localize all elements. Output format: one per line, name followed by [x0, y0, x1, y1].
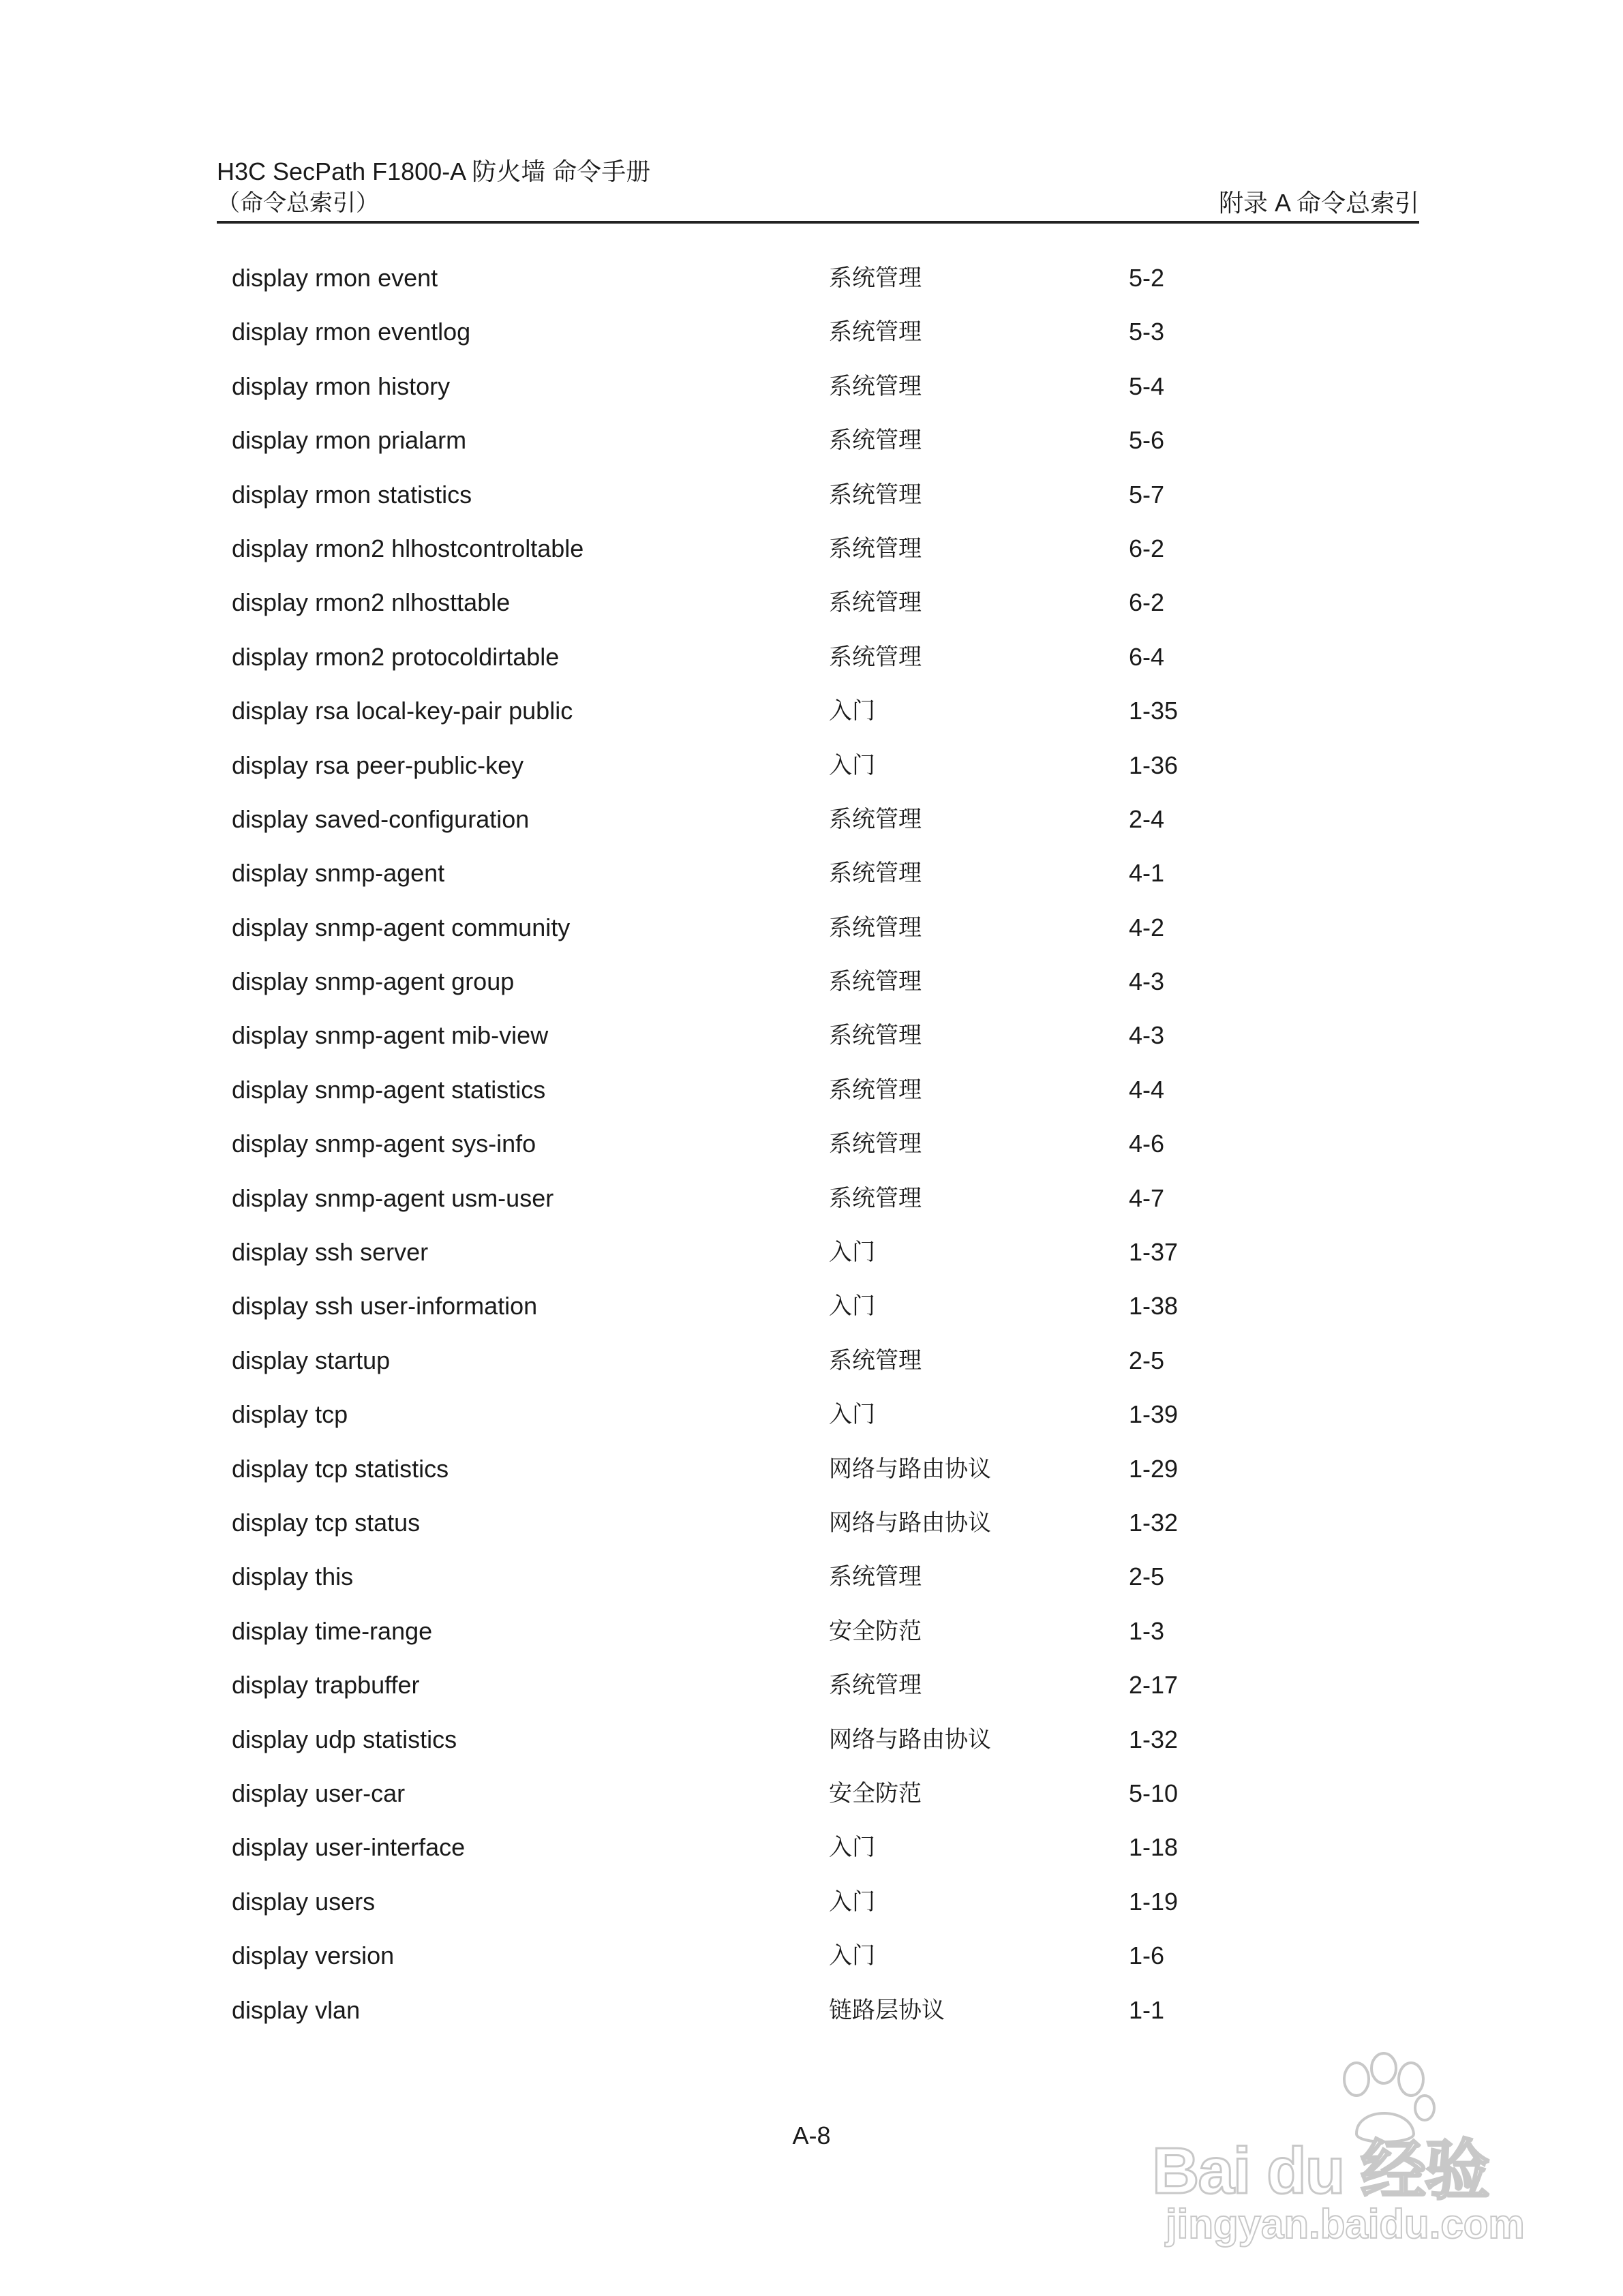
document-subtitle: （命令总索引） [217, 190, 379, 217]
command-name: display rmon eventlog [232, 318, 471, 346]
command-category: 网络与路由协议 [829, 1509, 991, 1537]
command-name: display tcp status [232, 1508, 421, 1537]
index-row [232, 1714, 1186, 1768]
command-category: 系统管理 [829, 913, 922, 941]
index-row [232, 577, 1186, 631]
command-category: 入门 [829, 1401, 875, 1429]
document-title: H3C SecPath F1800-A 防火墙 命令手册 [217, 157, 651, 185]
command-name: display rsa local-key-pair public [232, 697, 573, 725]
command-page-ref: 4-3 [1129, 1021, 1165, 1050]
command-page-ref: 5-3 [1129, 318, 1165, 346]
command-name: display rmon prialarm [232, 426, 467, 455]
index-row [232, 414, 1186, 468]
command-page-ref: 1-3 [1129, 1616, 1165, 1645]
command-category: 系统管理 [829, 372, 922, 400]
command-category: 系统管理 [829, 589, 922, 617]
command-page-ref: 6-4 [1129, 642, 1165, 671]
command-page-ref: 1-18 [1129, 1833, 1179, 1862]
command-page-ref: 5-10 [1129, 1779, 1179, 1807]
command-category: 安全防范 [829, 1617, 922, 1645]
section-label: 附录 A 命令总索引 [1218, 189, 1419, 217]
command-index-table [232, 252, 1186, 2038]
command-page-ref: 4-4 [1129, 1075, 1165, 1104]
command-name: display snmp-agent statistics [232, 1075, 546, 1104]
command-page-ref: 4-6 [1129, 1130, 1165, 1158]
index-row [232, 740, 1186, 794]
index-row [232, 1659, 1186, 1713]
command-name: display this [232, 1562, 354, 1591]
command-name: display snmp-agent [232, 859, 445, 888]
index-row [232, 631, 1186, 685]
command-name: display trapbuffer [232, 1671, 420, 1700]
index-row [232, 1389, 1186, 1442]
page-number: A-8 [792, 2121, 831, 2149]
index-row [232, 1064, 1186, 1118]
command-category: 系统管理 [829, 968, 922, 996]
command-category: 系统管理 [829, 481, 922, 509]
command-category: 系统管理 [829, 1346, 922, 1374]
command-page-ref: 2-4 [1129, 804, 1165, 833]
index-row [232, 956, 1186, 1010]
index-row [232, 1605, 1186, 1659]
command-category: 入门 [829, 1834, 875, 1862]
command-name: display users [232, 1887, 376, 1916]
command-page-ref: 4-2 [1129, 913, 1165, 941]
command-category: 入门 [829, 697, 875, 725]
command-name: display snmp-agent community [232, 913, 571, 941]
command-page-ref: 5-6 [1129, 426, 1165, 455]
command-name: display rmon event [232, 264, 438, 292]
command-name: display ssh server [232, 1238, 429, 1267]
command-category: 网络与路由协议 [829, 1725, 991, 1753]
index-row [232, 1443, 1186, 1497]
index-row [232, 1768, 1186, 1822]
command-page-ref: 1-1 [1129, 1995, 1165, 2024]
command-category: 入门 [829, 1239, 875, 1267]
command-page-ref: 2-5 [1129, 1346, 1165, 1374]
command-page-ref: 1-37 [1129, 1238, 1179, 1267]
command-page-ref: 5-2 [1129, 264, 1165, 292]
command-page-ref: 1-19 [1129, 1887, 1179, 1916]
command-category: 系统管理 [829, 805, 922, 833]
command-category: 系统管理 [829, 1022, 922, 1050]
command-category: 入门 [829, 1293, 875, 1320]
command-page-ref: 2-5 [1129, 1562, 1165, 1591]
command-category: 网络与路由协议 [829, 1455, 991, 1483]
command-category: 入门 [829, 1888, 875, 1916]
command-category: 系统管理 [829, 1130, 922, 1158]
command-page-ref: 5-4 [1129, 372, 1165, 400]
command-category: 系统管理 [829, 427, 922, 455]
index-row [232, 1930, 1186, 1984]
index-row [232, 685, 1186, 739]
command-category: 系统管理 [829, 1184, 922, 1212]
watermark-brand: Bai du 经验 [1152, 2134, 1489, 2207]
command-category: 链路层协议 [829, 1996, 945, 2024]
command-page-ref: 4-7 [1129, 1183, 1165, 1212]
command-name: display snmp-agent sys-info [232, 1130, 536, 1158]
command-name: display rmon2 nlhosttable [232, 588, 511, 617]
command-category: 系统管理 [829, 318, 922, 346]
index-row [232, 1335, 1186, 1389]
command-category: 系统管理 [829, 860, 922, 888]
command-name: display tcp [232, 1400, 348, 1429]
command-page-ref: 2-17 [1129, 1671, 1179, 1700]
baidu-watermark [1152, 2052, 1534, 2256]
index-row [232, 523, 1186, 577]
command-name: display ssh user-information [232, 1292, 538, 1320]
command-name: display time-range [232, 1616, 433, 1645]
command-page-ref: 1-32 [1129, 1725, 1179, 1753]
command-name: display snmp-agent usm-user [232, 1183, 554, 1212]
command-name: display rsa peer-public-key [232, 751, 524, 779]
command-category: 入门 [829, 751, 875, 779]
index-row [232, 1984, 1186, 2038]
command-page-ref: 1-38 [1129, 1292, 1179, 1320]
command-category: 安全防范 [829, 1779, 922, 1807]
command-page-ref: 1-6 [1129, 1942, 1165, 1970]
command-name: display startup [232, 1346, 391, 1374]
command-category: 系统管理 [829, 265, 922, 292]
command-page-ref: 6-2 [1129, 534, 1165, 562]
command-page-ref: 5-7 [1129, 480, 1165, 509]
index-row [232, 1226, 1186, 1280]
index-row [232, 1822, 1186, 1875]
command-page-ref: 4-3 [1129, 967, 1165, 996]
command-name: display rmon history [232, 372, 451, 400]
command-category: 系统管理 [829, 534, 922, 562]
command-name: display snmp-agent group [232, 967, 515, 996]
command-category: 系统管理 [829, 1672, 922, 1700]
command-category: 系统管理 [829, 1563, 922, 1591]
command-page-ref: 1-35 [1129, 697, 1179, 725]
index-row [232, 902, 1186, 956]
index-row [232, 1876, 1186, 1930]
command-name: display vlan [232, 1995, 361, 2024]
command-page-ref: 1-32 [1129, 1508, 1179, 1537]
command-name: display rmon2 hlhostcontroltable [232, 534, 584, 562]
command-name: display version [232, 1942, 395, 1970]
command-page-ref: 1-29 [1129, 1454, 1179, 1483]
index-row [232, 847, 1186, 901]
index-row [232, 361, 1186, 414]
command-page-ref: 6-2 [1129, 588, 1165, 617]
command-name: display tcp statistics [232, 1454, 449, 1483]
command-name: display user-interface [232, 1833, 466, 1862]
index-row [232, 252, 1186, 306]
watermark-url: jingyan.baidu.com [1166, 2201, 1525, 2247]
command-page-ref: 1-39 [1129, 1400, 1179, 1429]
command-page-ref: 4-1 [1129, 859, 1165, 888]
index-row [232, 1118, 1186, 1172]
command-name: display rmon statistics [232, 480, 472, 509]
command-name: display saved-configuration [232, 804, 530, 833]
index-row [232, 306, 1186, 360]
index-row [232, 469, 1186, 523]
index-row [232, 1280, 1186, 1334]
index-row [232, 1173, 1186, 1226]
page-header [217, 151, 1419, 224]
command-category: 系统管理 [829, 643, 922, 671]
command-name: display rmon2 protocoldirtable [232, 642, 560, 671]
command-name: display snmp-agent mib-view [232, 1021, 549, 1050]
command-name: display user-car [232, 1779, 406, 1807]
index-row [232, 1497, 1186, 1551]
index-row [232, 794, 1186, 847]
index-row [232, 1551, 1186, 1605]
command-category: 入门 [829, 1942, 875, 1970]
command-page-ref: 1-36 [1129, 751, 1179, 779]
index-row [232, 1010, 1186, 1063]
command-name: display udp statistics [232, 1725, 457, 1753]
command-category: 系统管理 [829, 1076, 922, 1104]
